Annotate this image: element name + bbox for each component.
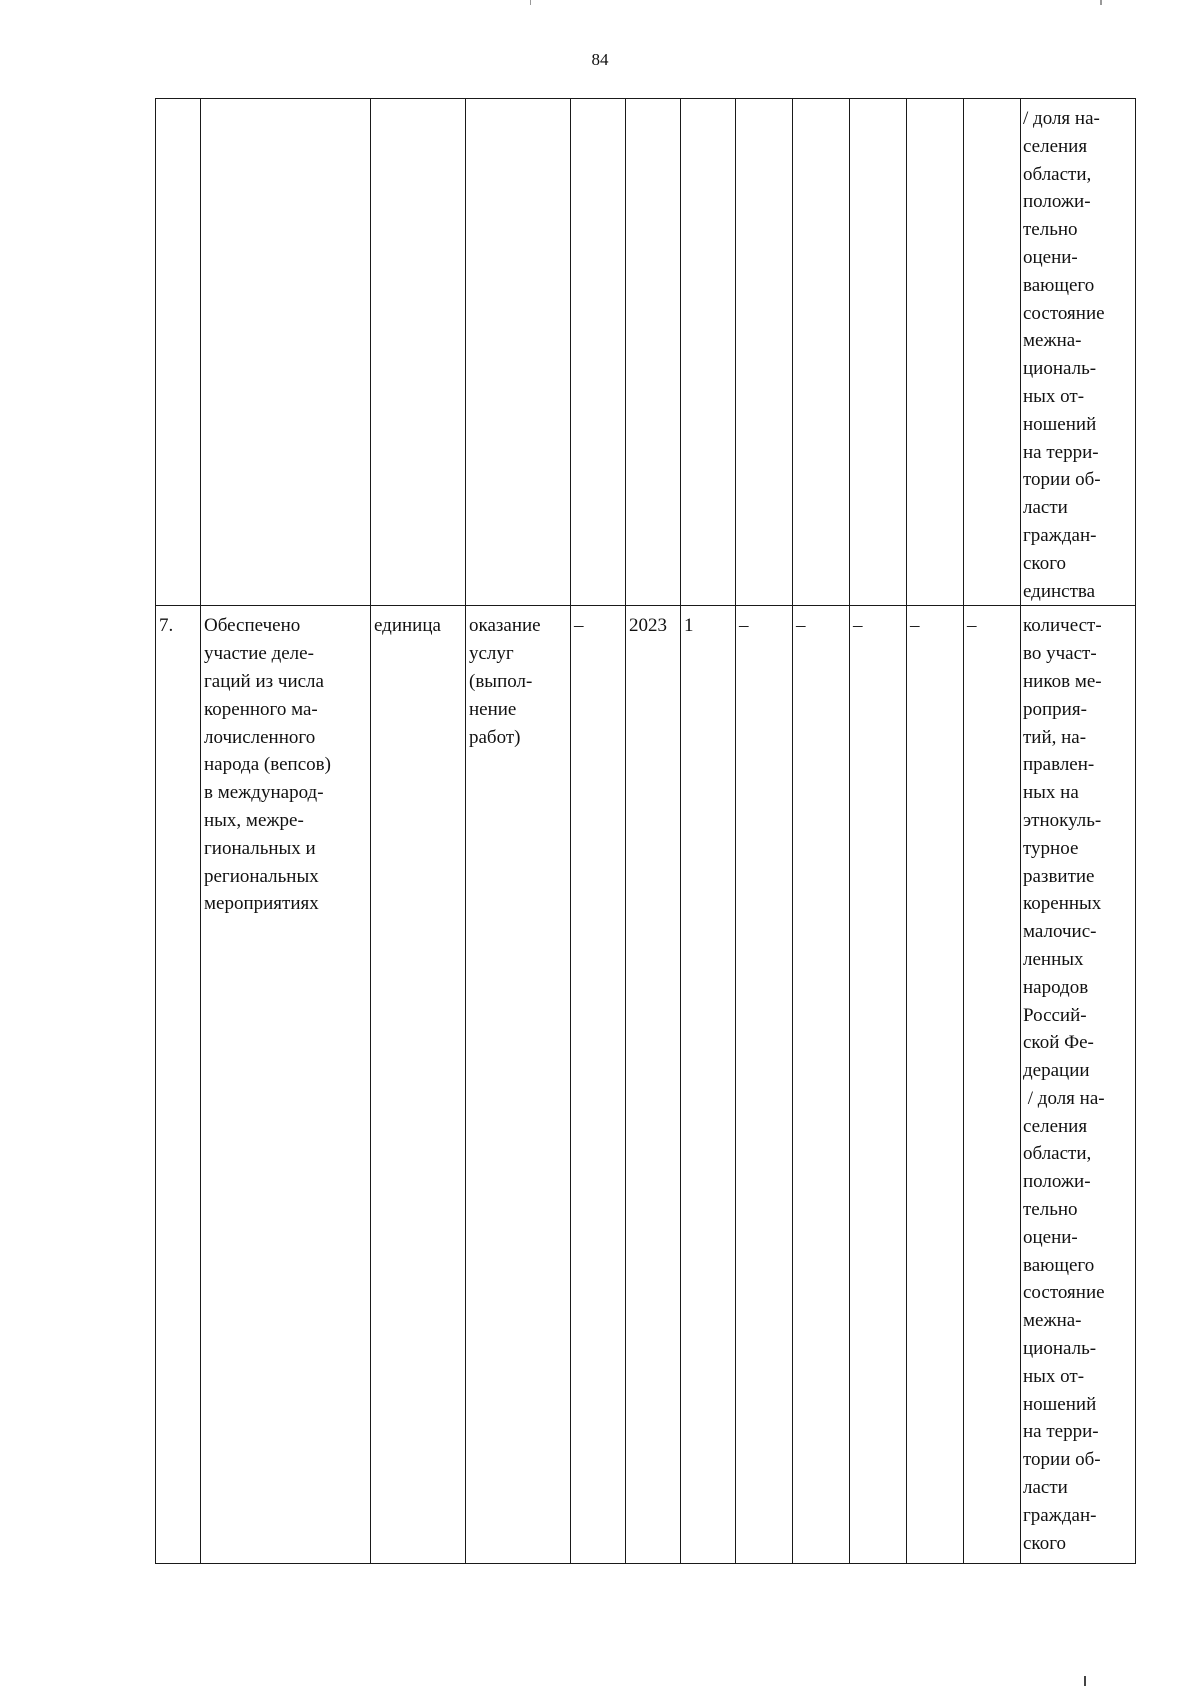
cell-value-5: [907, 99, 964, 606]
cell-unit: единица: [371, 606, 466, 1564]
cell-value-5: –: [907, 606, 964, 1564]
scan-mark: [530, 0, 531, 5]
cell-type: [466, 99, 571, 606]
table-row: [156, 606, 1136, 1564]
cell-base-value: [571, 99, 626, 606]
cell-indicator-link: / доля на- селения области, положи- тельно оцени- вающего состояние межна- циональ- ных от- ношений на терри- тории об- ласти граждан- ского единства: [1021, 99, 1136, 606]
cell-value-3: –: [793, 606, 850, 1564]
cell-value-3: [793, 99, 850, 606]
cell-year: 2023: [626, 606, 681, 1564]
cell-value-1: 1: [681, 606, 736, 1564]
cell-base-value: –: [571, 606, 626, 1564]
cell-value-2: [736, 99, 793, 606]
cell-value-6: –: [964, 606, 1021, 1564]
scan-mark: [1100, 0, 1102, 5]
cell-number: 7.: [156, 606, 201, 1564]
cell-indicator-link: количест- во участ- ников ме- роприя- тий, на- правлен- ных на этнокуль- турное развитие коренных малочис- ленных народов Россий- ской Фе- дерации / доля на- селения области, положи- тельно оцени- вающего состояние межна- циональ- ных от- ношений на терри- тории об- ласти граждан- ского: [1021, 606, 1136, 1564]
cell-unit: [371, 99, 466, 606]
cell-value-4: [850, 99, 907, 606]
cell-result-name: Обеспечено участие деле- гаций из числа коренного ма- лочисленного народа (вепсов) в международ- ных, межре- гиональных и региональных мероприятиях: [201, 606, 371, 1564]
data-table: [155, 98, 1136, 1564]
table-row: [156, 99, 1136, 606]
cell-result-name: [201, 99, 371, 606]
cell-number: [156, 99, 201, 606]
cell-type: оказание услуг (выпол- нение работ): [466, 606, 571, 1564]
page-number: 84: [591, 50, 609, 69]
cell-value-1: [681, 99, 736, 606]
cell-value-4: –: [850, 606, 907, 1564]
cell-value-6: [964, 99, 1021, 606]
cell-value-2: –: [736, 606, 793, 1564]
cell-year: [626, 99, 681, 606]
scan-mark: [1084, 1676, 1086, 1686]
